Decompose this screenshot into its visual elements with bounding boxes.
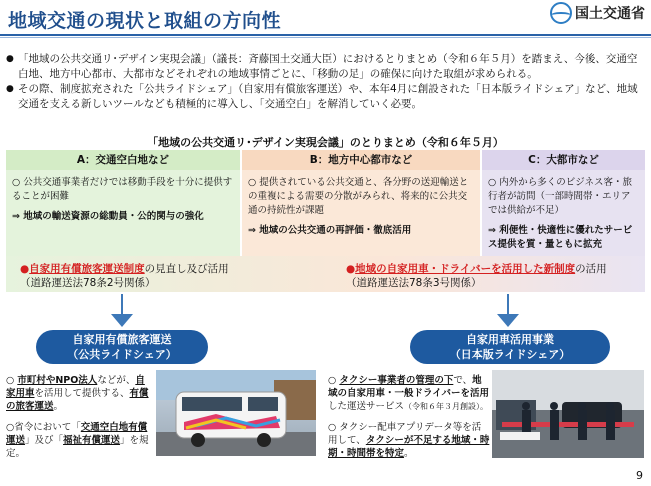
- intro-bullet-1: ● 「地域の公共交通リ･デザイン実現会議」（議長：斉藤国土交通大臣）におけるとりまとめ（令和６年５月）を踏まえ、今後、交通空白地、地方中心都市、大都市などそれぞれの地域事情ごとに、「移動の足」の確保に向けた取組が求められる。: [6, 52, 645, 82]
- column-a-body: ○ 公共交通事業者だけでは移動手段を十分に提供することが困難: [12, 177, 233, 202]
- header-rule: [0, 34, 651, 36]
- column-b-body: ○ 提供されている公共交通と、各分野の送迎輸送との重複による需要の分散がみられ、将来的に公共交通の持続性が課題: [248, 177, 469, 216]
- band-left-highlight: 自家用有償旅客運送制度: [29, 263, 145, 275]
- column-c-heading: C：大都市など: [482, 150, 645, 170]
- japan-rideshare-desc-2: ○ タクシー配車アプリデータ等を活用して、タクシーが不足する地域・時期・時間帯を特定。: [328, 422, 490, 459]
- header-rule-thin: [0, 37, 651, 38]
- bullet-dot-icon: ●: [346, 263, 356, 275]
- bullet-dot-icon: ●: [20, 263, 30, 275]
- band-right-rest: の活用: [575, 263, 607, 275]
- column-b-heading: B：地方中心都市など: [242, 150, 480, 170]
- mlit-logo-icon: [550, 2, 572, 24]
- band-left-law: （道路運送法78条2号関係）: [20, 277, 156, 289]
- column-c-body: ○ 内外から多くのビジネス客・旅行者が訪問（一部時間帯・エリアでは供給が不足）: [488, 177, 633, 216]
- summary-column-c: [482, 150, 645, 256]
- public-rideshare-desc-1: ○ 市町村やNPO法人などが、自家用車を活用して提供する、有償の旅客運送。: [6, 375, 149, 412]
- japan-rideshare-pill-title: 自家用車活用事業: [466, 333, 554, 346]
- japan-rideshare-desc-1: ○ タクシー事業者の管理の下で、地域の自家用車・一般ドライバーを活用した運送サービス（令和６年３月創設）。: [328, 375, 490, 412]
- summary-title: 「地域の公共交通リ･デザイン実現会議」のとりまとめ（令和６年５月）: [147, 136, 504, 149]
- public-rideshare-pill: [36, 330, 208, 364]
- summary-column-b: [242, 150, 480, 256]
- japan-rideshare-pill-subtitle: （日本版ライドシェア）: [449, 348, 571, 361]
- band-left-text: [20, 262, 320, 290]
- left-arrow-shaft: [121, 294, 123, 316]
- public-rideshare-desc-2: ○省令において「交通空白地有償運送」及び「福祉有償運送」を規定。: [6, 422, 149, 459]
- band-right-law: （道路運送法78条3号関係）: [346, 277, 482, 289]
- minibus-image: [156, 370, 316, 456]
- intro-bullet-2: ● その際、制度拡充された「公共ライドシェア」（自家用有償旅客運送）や、本年4月に創設された「日本版ライドシェア」など、地域交通を支える新しいツールなども積極的に導入し、「交通空白」を解消していく必要。: [6, 82, 645, 112]
- japan-rideshare-pill: [410, 330, 610, 364]
- summary-column-a: [6, 150, 240, 256]
- right-down-arrow-icon: [497, 314, 519, 327]
- column-a-heading: A：交通空白地など: [6, 150, 240, 170]
- public-rideshare-description: [6, 374, 152, 464]
- band-right-text: [346, 262, 646, 290]
- page-number: 9: [636, 469, 643, 482]
- public-rideshare-pill-subtitle: （公共ライドシェア）: [67, 348, 177, 361]
- column-c-result: ⇒ 利便性・快適性に優れたサービス提供を質・量ともに拡充: [488, 225, 633, 250]
- band-left-rest: の見直し及び活用: [144, 263, 229, 275]
- column-b-result: ⇒ 地域の公共交通の再評価・徹底活用: [248, 225, 412, 236]
- public-rideshare-pill-title: 自家用有償旅客運送: [72, 333, 172, 346]
- ministry-logo: [550, 2, 645, 24]
- right-arrow-shaft: [507, 294, 509, 316]
- launch-ceremony-photo: [492, 370, 644, 458]
- ceremony-image: [492, 370, 644, 458]
- intro-section: [6, 52, 645, 112]
- column-a-result: ⇒ 地域の輸送資源の総動員・公的関与の強化: [12, 211, 204, 222]
- community-bus-photo: [156, 370, 316, 456]
- ministry-name: 国土交通省: [575, 6, 645, 22]
- left-down-arrow-icon: [111, 314, 133, 327]
- band-right-highlight: 地域の自家用車・ドライバーを活用した新制度: [355, 263, 576, 275]
- japan-rideshare-description: [328, 374, 490, 464]
- page-title: 地域交通の現状と取組の方向性: [8, 10, 282, 32]
